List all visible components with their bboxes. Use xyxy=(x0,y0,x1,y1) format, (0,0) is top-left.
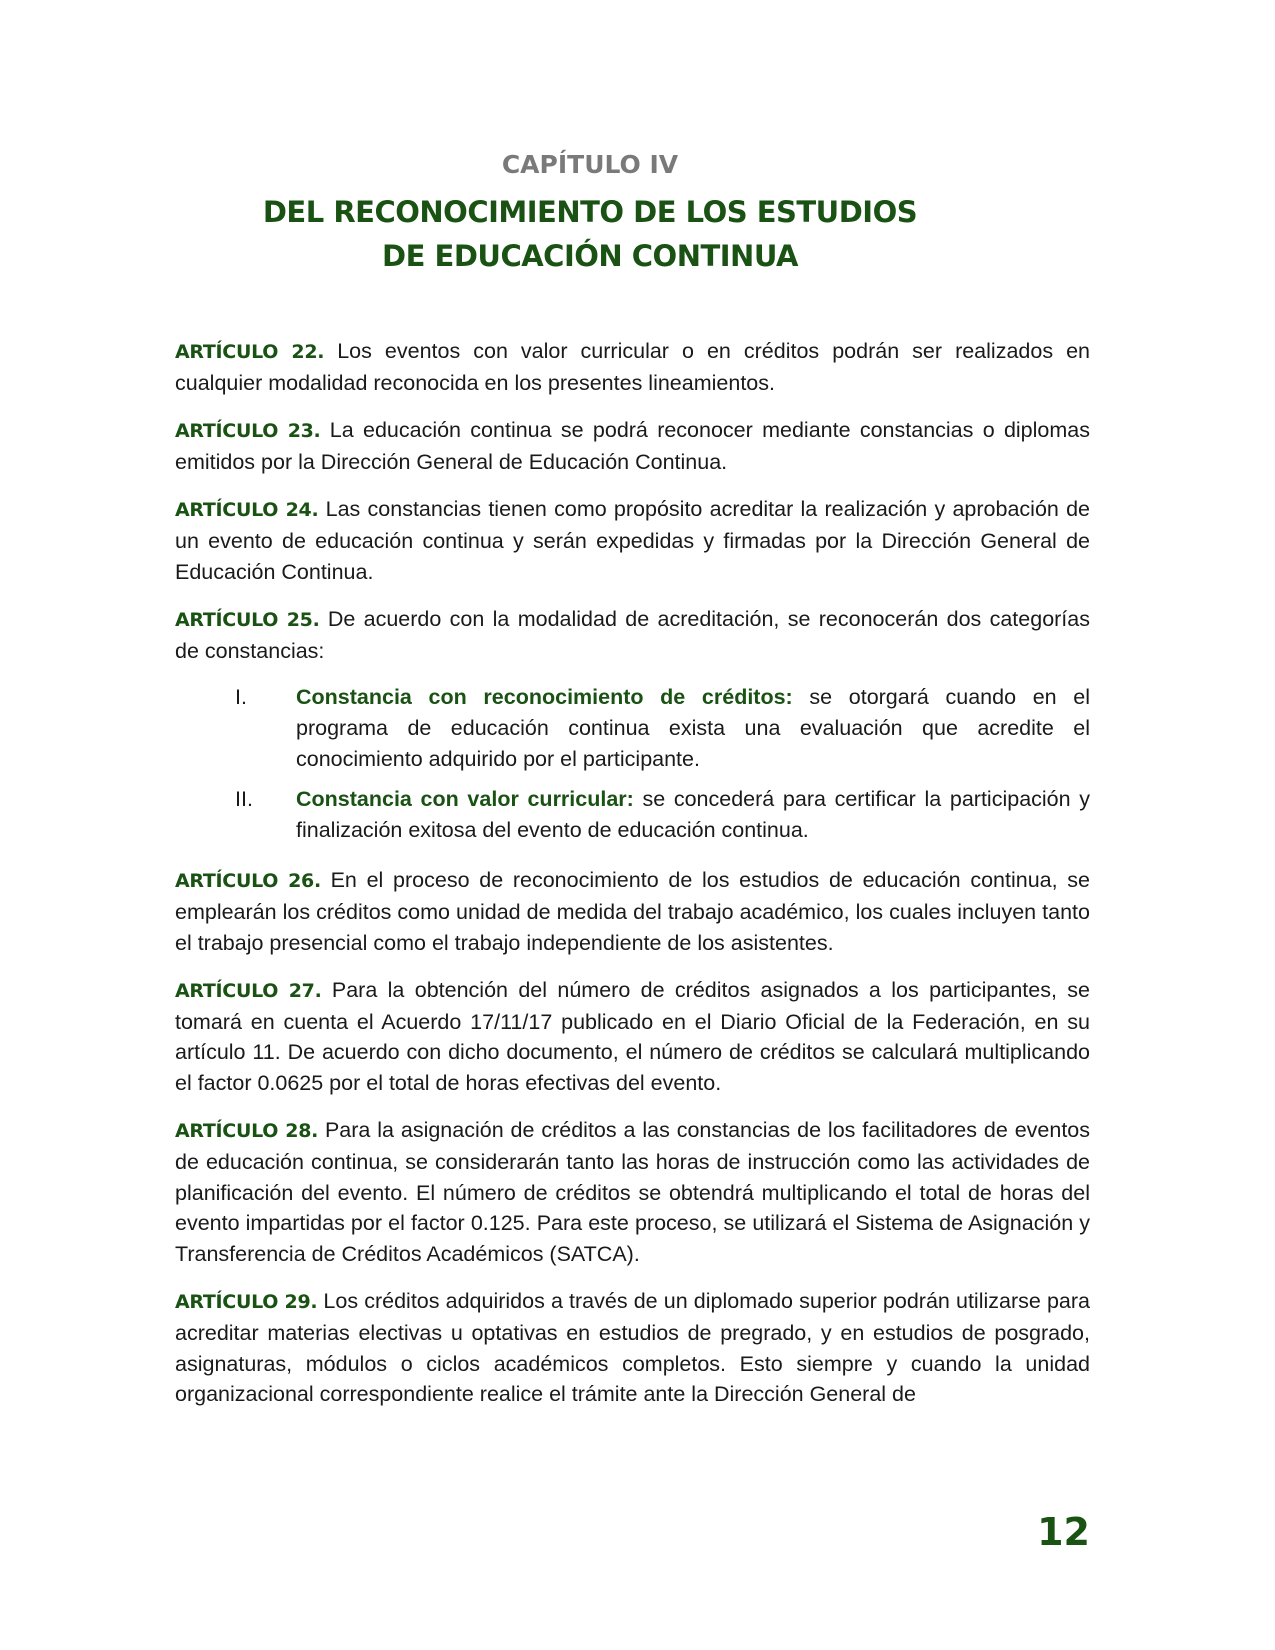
list-text: se concederá para certificar la participación y finalización exitosa del evento de educación continua. xyxy=(296,787,1090,842)
article-text: De acuerdo con la modalidad de acreditación, se reconocerán dos categorías de constancias: xyxy=(175,607,1090,663)
article-text: Los eventos con valor curricular o en créditos podrán ser realizados en cualquier modalidad reconocida en los presentes lineamientos. xyxy=(175,339,1091,395)
list-item xyxy=(175,682,1090,774)
body-text xyxy=(175,336,1090,1427)
article-24 xyxy=(175,494,1090,587)
article-text: En el proceso de reconocimiento de los estudios de educación continua, se emplearán los créditos como unidad de medida del trabajo académico, los cuales incluyen tanto el trabajo presencial como el trabajo independiente de los asistentes. xyxy=(175,868,1090,955)
list-term: Constancia con valor curricular: xyxy=(296,787,634,812)
list-term: Constancia con reconocimiento de créditos: xyxy=(296,685,793,710)
article-22 xyxy=(175,336,1090,398)
article-text: Para la obtención del número de créditos asignados a los participantes, se tomará en cuenta el Acuerdo 17/11/17 publicado en el Diario Oficial de la Federación, en su artículo 11. De acuerdo con dicho documento, el número de créditos se calculará multiplicando el factor 0.0625 por el total de horas efectivas del evento. xyxy=(175,978,1091,1095)
page-number: 12 xyxy=(1037,1510,1090,1554)
article-23 xyxy=(175,415,1090,477)
article-label: ARTÍCULO 22. xyxy=(175,341,325,363)
list-text: se otorgará cuando en el programa de educación continua exista una evaluación que acredite el conocimiento adquirido por el participante. xyxy=(296,685,1091,771)
chapter-title xyxy=(0,190,1180,278)
article-text: Las constancias tienen como propósito acreditar la realización y aprobación de un evento de educación continua y serán expedidas y firmadas por la Dirección General de Educación Continua. xyxy=(175,497,1091,584)
article-25 xyxy=(175,604,1090,666)
article-29 xyxy=(175,1286,1090,1409)
list-numeral: II. xyxy=(235,787,253,812)
article-label: ARTÍCULO 25. xyxy=(175,609,320,632)
article-28 xyxy=(175,1115,1090,1269)
article-label: ARTÍCULO 24. xyxy=(175,499,319,522)
article-26 xyxy=(175,865,1090,958)
list-numeral: I. xyxy=(235,685,247,710)
article-27 xyxy=(175,975,1090,1098)
article-label: ARTÍCULO 23. xyxy=(175,420,321,443)
article-label: ARTÍCULO 28. xyxy=(175,1120,319,1143)
chapter-title-line-2: DE EDUCACIÓN CONTINUA xyxy=(382,239,798,273)
chapter-title-line-1: DEL RECONOCIMIENTO DE LOS ESTUDIOS xyxy=(262,195,918,229)
article-label: ARTÍCULO 27. xyxy=(175,980,322,1003)
article-label: ARTÍCULO 26. xyxy=(175,870,321,893)
chapter-number: CAPÍTULO IV xyxy=(501,150,679,179)
article-text: Para la asignación de créditos a las constancias de los facilitadores de eventos de educación continua, se considerarán tanto las horas de instrucción como las actividades de planificación del evento. El número de créditos se obtendrá multiplicando el total de horas del evento impartidas por el factor 0.125. Para este proceso, se utilizará el Sistema de Asignación y Transferencia de Créditos Académicos (SATCA). xyxy=(175,1118,1090,1266)
constancias-list xyxy=(175,682,1090,845)
article-text: La educación continua se podrá reconocer mediante constancias o diplomas emitidos por la Dirección General de Educación Continua. xyxy=(175,418,1090,474)
article-label: ARTÍCULO 29. xyxy=(175,1291,318,1314)
list-item xyxy=(175,784,1090,845)
article-text: Los créditos adquiridos a través de un diplomado superior podrán utilizarse para acreditar materias electivas u optativas en estudios de pregrado, y en estudios de posgrado, asignaturas, módulos o ciclos académicos completos. Esto siempre y cuando la unidad organizacional correspondiente realice el trámite ante la Dirección General de xyxy=(175,1289,1090,1407)
